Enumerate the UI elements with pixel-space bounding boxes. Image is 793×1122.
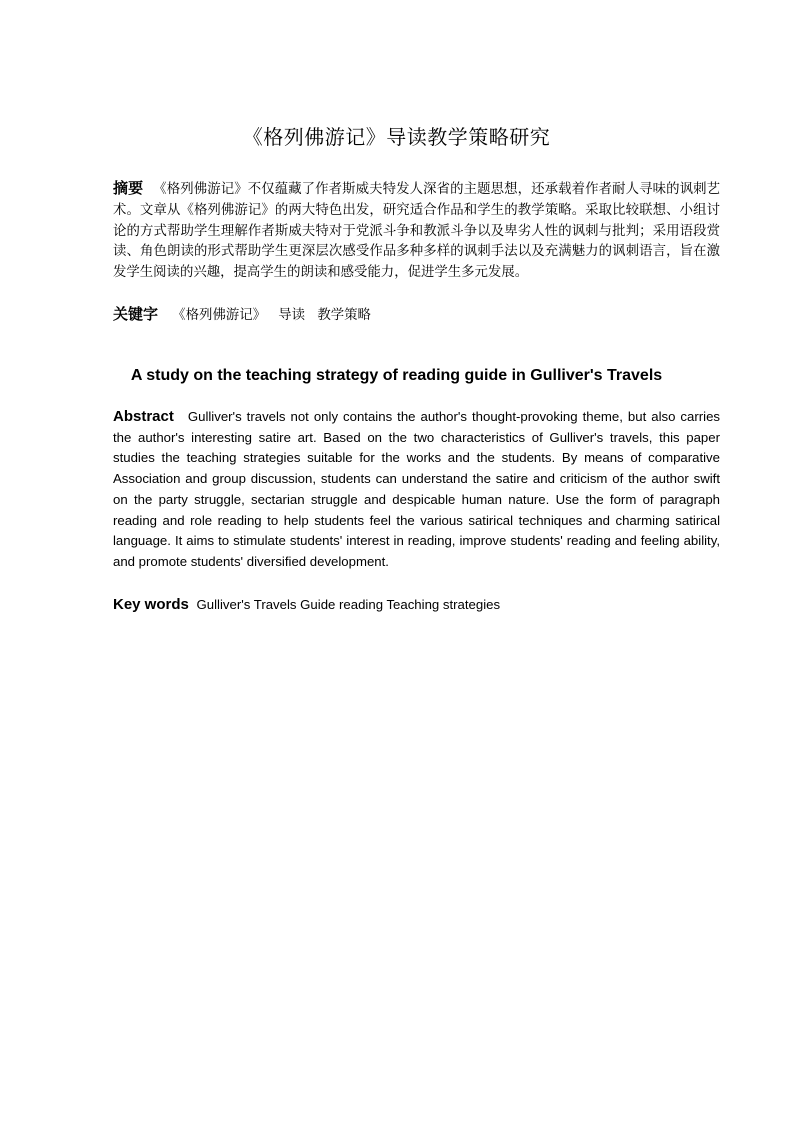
english-keywords-text: Gulliver's Travels Guide reading Teaching strategies [196,597,501,612]
english-keywords-label: Key words [113,596,189,613]
chinese-abstract-label: 摘要 [113,179,144,197]
chinese-keyword: 导读 [278,308,306,323]
chinese-keyword: 教学策略 [317,308,371,323]
chinese-keyword: 《格列佛游记》 [172,308,267,323]
english-abstract-label: Abstract [113,408,174,425]
chinese-title: 《格列佛游记》导读教学策略研究 [242,125,551,149]
chinese-keywords-label: 关键字 [113,305,159,323]
english-abstract-text: Gulliver's travels not only contains the author's thought-provoking theme, but also carries the author's interesting satire art. Based on the two characteristics of Gulliver's travels, this paper studies the teaching strategies suitable for the works and the students. By means of comparative Association and group discussion, students can understand the satire and criticism of the author swift on the party struggle, sectarian struggle and despicable human nature. Use the form of paragraph reading and role reading to help students feel the various satirical techniques and charming satirical language. It aims to stimulate students' interest in reading, improve students' reading and feeling ability, and promote students' diversified development. [113,409,720,569]
chinese-keywords [113,304,720,326]
chinese-abstract-text: 《格列佛游记》不仅蕴藏了作者斯威夫特发人深省的主题思想，还承载着作者耐人寻味的讽刺艺术。文章从《格列佛游记》的两大特色出发，研究适合作品和学生的教学策略。采取比较联想、小组讨论的方式帮助学生理解作者斯威夫特对于党派斗争和教派斗争以及卑劣人性的讽刺与批判；采用语段赏读、角色朗读的形式帮助学生更深层次感受作品多种多样的讽刺手法以及充满魅力的讽刺语言，旨在激发学生阅读的兴趣，提高学生的朗读和感受能力，促进学生多元发展。 [113,182,720,281]
chinese-abstract [113,178,720,284]
english-abstract [113,407,720,573]
english-keywords [113,594,720,616]
english-title: A study on the teaching strategy of reading guide in Gulliver's Travels [130,367,663,384]
